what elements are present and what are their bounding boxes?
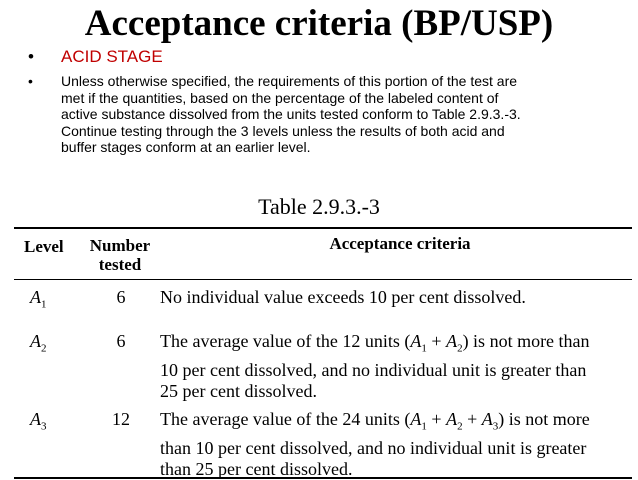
- criteria-line: than 25 per cent dissolved.: [160, 458, 353, 479]
- header-number-tested: [84, 236, 156, 274]
- criteria-line: than 10 per cent dissolved, and no individual unit is greater: [160, 437, 587, 458]
- table-top-rule: [14, 227, 632, 229]
- level-letter: A: [30, 409, 41, 429]
- row-criteria-a1: [160, 287, 636, 308]
- criteria-line: The average value of the 24 units $(A_1 + A_2 + A_3)$ is not more: [160, 409, 590, 433]
- criteria-line: No individual value exceeds 10 per cent dissolved.: [160, 287, 526, 307]
- level-subscript: 1: [41, 298, 47, 311]
- requirements-line: active substance dissolved from the units tested conform to Table 2.9.3.-3.: [61, 106, 521, 122]
- bullet-requirements: [28, 73, 628, 156]
- header-acceptance-criteria: Acceptance criteria: [329, 234, 471, 253]
- requirements-line: Continue testing through the 3 levels unless the results of both acid and: [61, 122, 505, 139]
- row-number-a1: 6: [116, 287, 126, 307]
- slide-title: Acceptance criteria (BP/USP): [84, 3, 554, 44]
- table-header-rule: [14, 279, 632, 280]
- row-level-a2: [30, 331, 47, 360]
- requirements-line: Unless otherwise specified, the requirements of this portion of the test are: [61, 73, 518, 89]
- criteria-line: The average value of the 12 units $(A_1 + A_2)$ is not more than: [160, 331, 590, 355]
- row-number-a3: 12: [112, 409, 130, 429]
- row-criteria-a2: [160, 331, 636, 402]
- header-number-line: Number: [89, 236, 151, 255]
- row-criteria-a3: [160, 409, 636, 480]
- bullet-acid-stage: [28, 46, 628, 68]
- bullet-list: [28, 46, 628, 156]
- header-tested-line: tested: [98, 255, 142, 274]
- level-letter: A: [30, 287, 41, 307]
- criteria-line: 25 per cent dissolved.: [160, 380, 317, 401]
- bullet-dot: •: [28, 47, 34, 66]
- bullet-dot: •: [28, 73, 33, 89]
- criteria-line: 10 per cent dissolved, and no individual unit is greater than: [160, 359, 587, 380]
- row-number-a2: 6: [116, 331, 126, 351]
- acid-stage-label: ACID STAGE: [61, 47, 163, 66]
- header-level: Level: [24, 237, 64, 256]
- level-subscript: 3: [41, 420, 47, 433]
- table-caption: Table 2.9.3.-3: [258, 194, 380, 219]
- requirements-line: met if the quantities, based on the percentage of the labeled content of: [61, 89, 499, 106]
- row-level-a3: [30, 409, 47, 438]
- level-letter: A: [30, 331, 41, 351]
- level-subscript: 2: [41, 342, 47, 355]
- requirements-line: buffer stages conform at an earlier level.: [61, 139, 311, 155]
- row-level-a1: [30, 287, 47, 316]
